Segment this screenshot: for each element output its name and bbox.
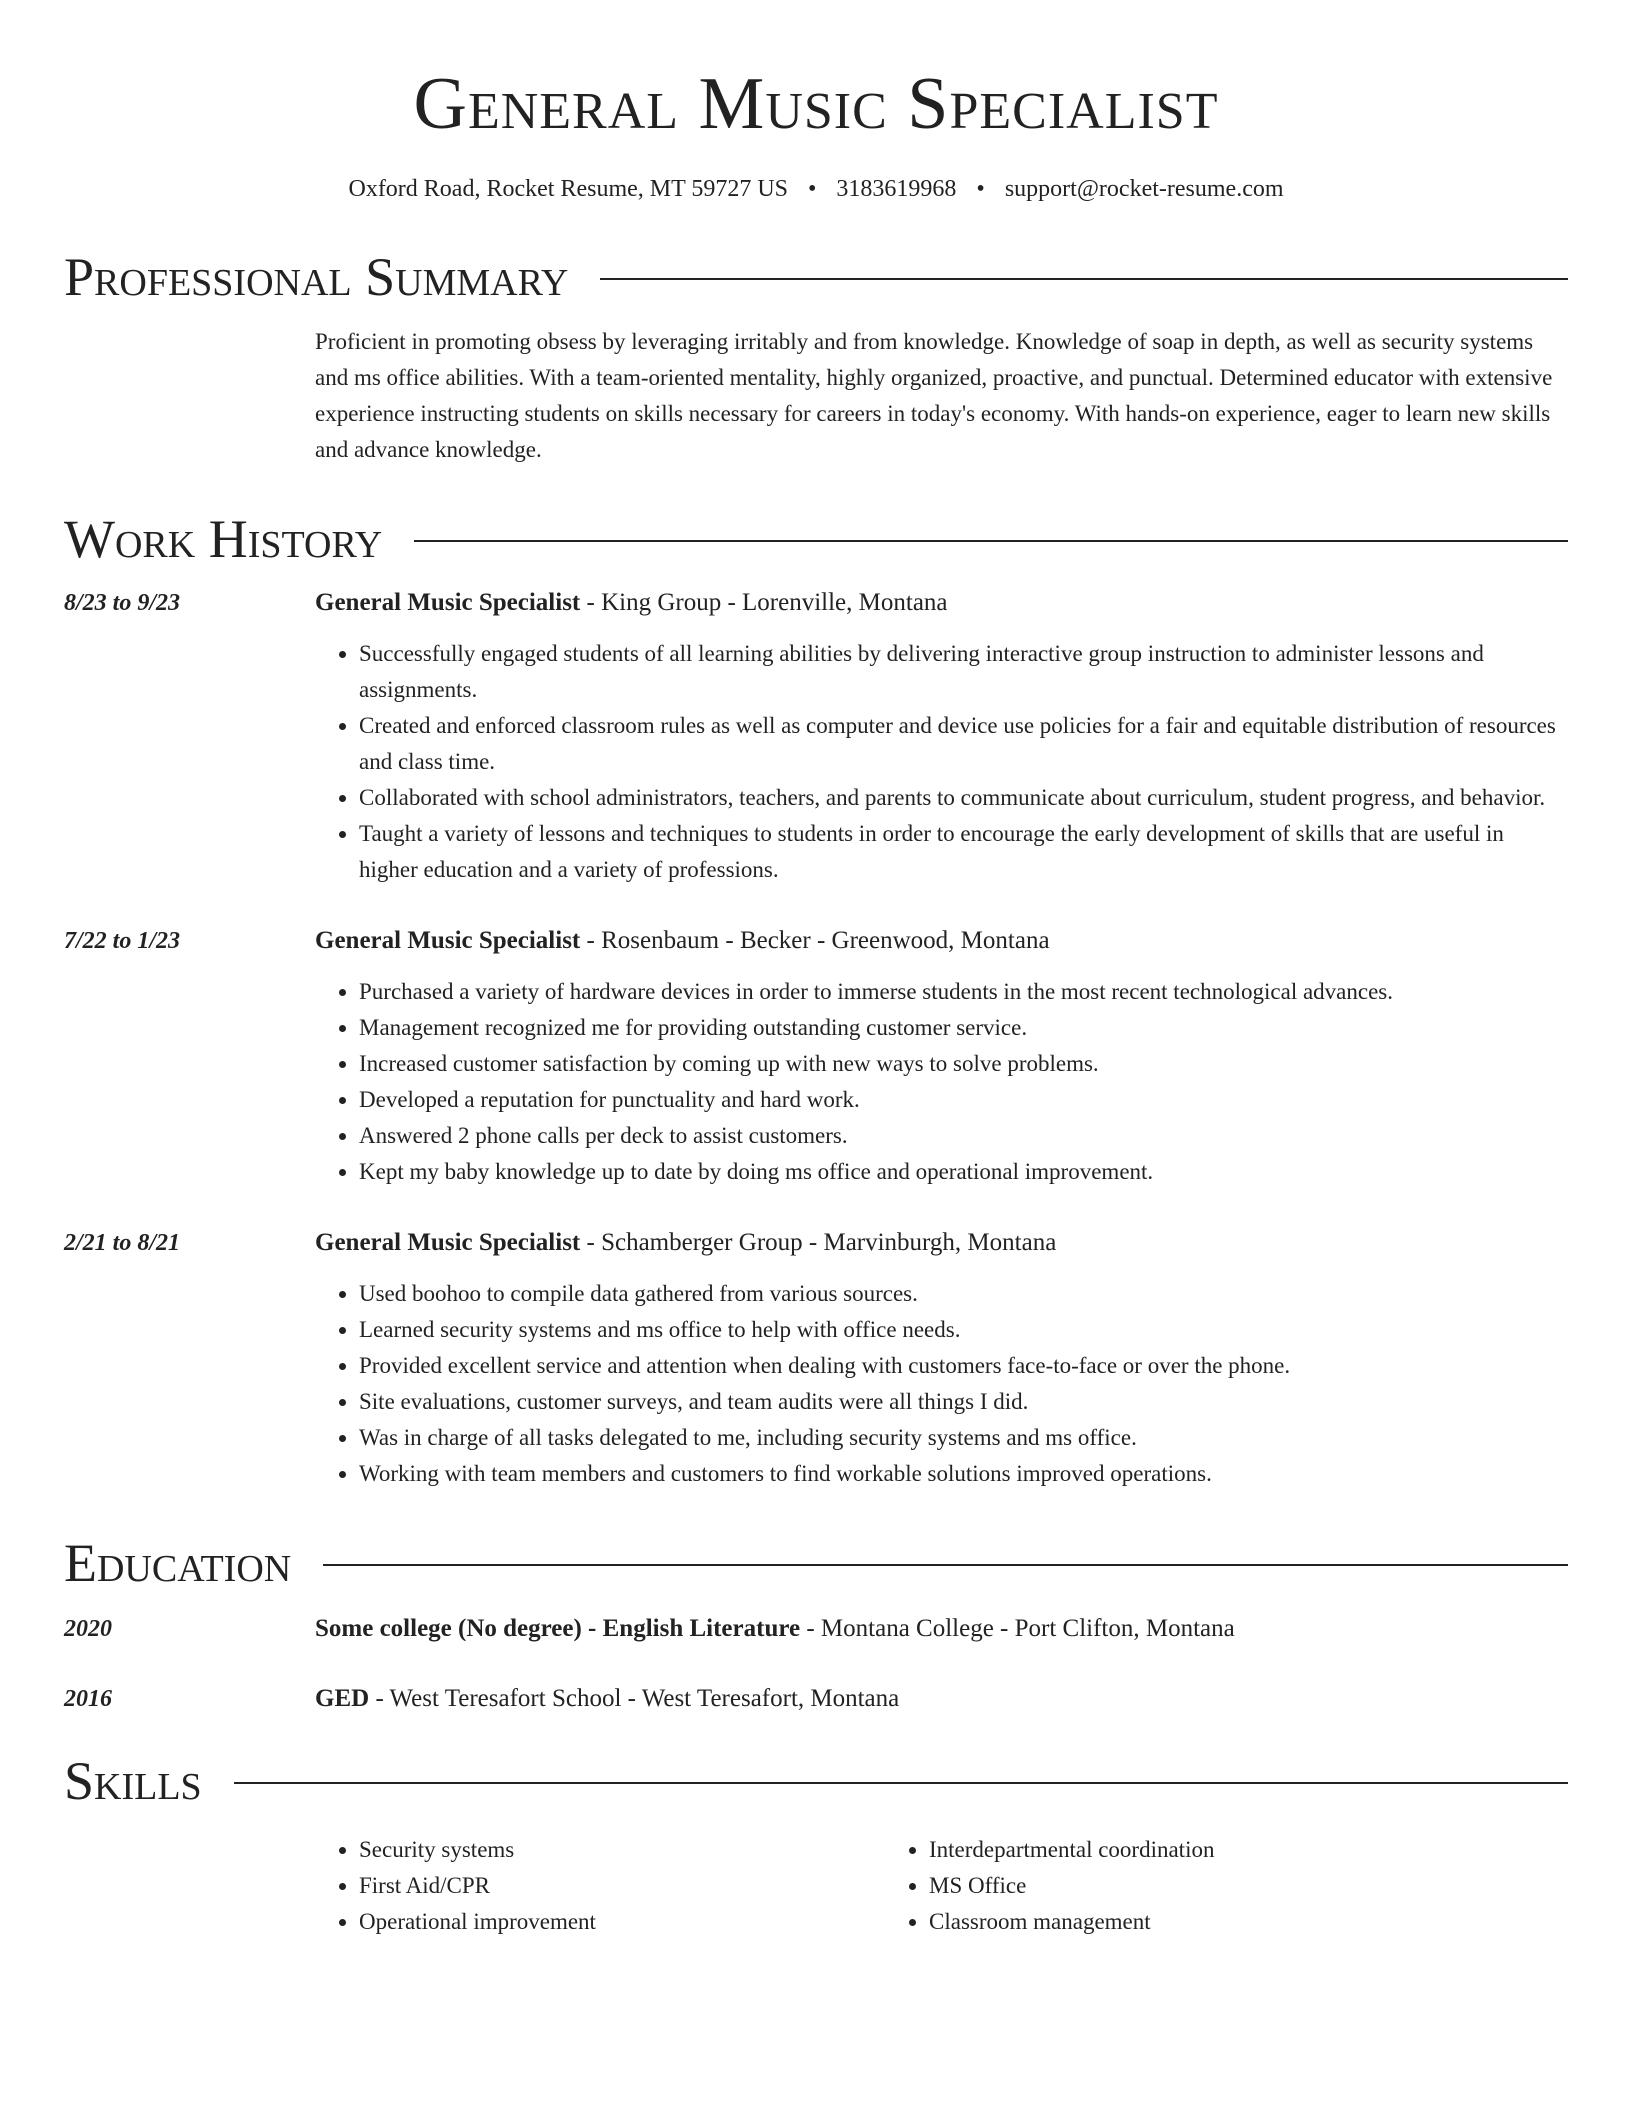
section-divider	[234, 1782, 1568, 1784]
work-date: 8/23 to 9/23	[64, 590, 181, 616]
skills-column-right	[885, 1832, 1455, 1940]
job-bullet: • Increased customer satisfaction by coming up with new ways to solve problems.	[359, 1046, 1568, 1082]
skills-section-heading	[64, 1750, 1568, 1812]
skill-item: • MS Office	[929, 1868, 1455, 1904]
skill-item: • First Aid/CPR	[359, 1868, 885, 1904]
education-date: 2016	[64, 1686, 112, 1712]
work-date: 2/21 to 8/21	[64, 1230, 181, 1256]
job-employer-location: - Rosenbaum - Becker - Greenwood, Montana	[580, 927, 1050, 954]
education-heading: Education	[64, 1533, 292, 1593]
job-employer-location: - King Group - Lorenville, Montana	[580, 589, 948, 616]
work-body	[315, 922, 1568, 1190]
work-heading: Work History	[64, 509, 383, 569]
job-bullet-list	[315, 636, 1568, 888]
education-entry	[64, 1680, 1568, 1718]
work-body	[315, 1224, 1568, 1492]
job-bullet-list	[315, 1276, 1568, 1492]
summary-heading: Professional Summary	[64, 247, 569, 307]
work-body	[315, 584, 1568, 888]
education-entry	[64, 1610, 1568, 1648]
job-bullet: • Kept my baby knowledge up to date by doing ms office and operational improvement.	[359, 1154, 1568, 1190]
job-bullet: • Was in charge of all tasks delegated to me, including security systems and ms office.	[359, 1420, 1568, 1456]
job-title: General Music Specialist	[315, 589, 581, 616]
job-bullet: • Management recognized me for providing outstanding customer service.	[359, 1010, 1568, 1046]
work-entry	[64, 1224, 1568, 1492]
work-title-line	[315, 922, 1568, 960]
job-bullet: • Provided excellent service and attention when dealing with customers face-to-face or over the phone.	[359, 1348, 1568, 1384]
skill-item: • Operational improvement	[359, 1904, 885, 1940]
contact-phone: 3183619968	[836, 176, 957, 202]
skills-column-left	[315, 1832, 885, 1940]
education-body	[315, 1680, 1568, 1718]
education-section-heading	[64, 1532, 1568, 1594]
education-list	[64, 1610, 1568, 1718]
education-school-location: - Montana College - Port Clifton, Montana	[800, 1615, 1235, 1642]
summary-section-heading	[64, 246, 1568, 308]
job-bullet: • Working with team members and customers to find workable solutions improved operations.	[359, 1456, 1568, 1492]
skill-item: • Security systems	[359, 1832, 885, 1868]
skills-heading: Skills	[64, 1751, 202, 1811]
education-school-location: - West Teresafort School - West Teresafort, Montana	[369, 1685, 900, 1712]
education-degree: GED	[315, 1685, 370, 1712]
job-bullet: • Learned security systems and ms office to help with office needs.	[359, 1312, 1568, 1348]
job-bullet: • Successfully engaged students of all learning abilities by delivering interactive group instruction to administer lessons and assignments.	[359, 636, 1568, 708]
candidate-name: General Music Specialist	[413, 63, 1219, 145]
education-degree: Some college (No degree) - English Literature	[315, 1615, 801, 1642]
work-entry	[64, 584, 1568, 888]
work-history-list	[64, 584, 1568, 1492]
skills-list	[315, 1832, 1568, 1940]
work-entry	[64, 922, 1568, 1190]
work-title-line	[315, 1224, 1568, 1262]
contact-line	[64, 172, 1568, 206]
job-bullet: • Taught a variety of lessons and techniques to students in order to encourage the early development of skills that are useful in higher education and a variety of professions.	[359, 816, 1568, 888]
job-bullet: • Used boohoo to compile data gathered from various sources.	[359, 1276, 1568, 1312]
section-divider	[414, 540, 1568, 542]
education-body	[315, 1610, 1568, 1648]
contact-separator: •	[808, 176, 817, 202]
job-title: General Music Specialist	[315, 927, 581, 954]
work-title-line	[315, 584, 1568, 622]
contact-address: Oxford Road, Rocket Resume, MT 59727 US	[348, 176, 789, 202]
job-bullet: • Site evaluations, customer surveys, and team audits were all things I did.	[359, 1384, 1568, 1420]
skill-item: • Interdepartmental coordination	[929, 1832, 1455, 1868]
section-divider	[323, 1564, 1568, 1566]
contact-email: support@rocket-resume.com	[1004, 176, 1284, 202]
job-bullet: • Created and enforced classroom rules as well as computer and device use policies for a fair and equitable distribution of resources and class time.	[359, 708, 1568, 780]
contact-separator: •	[976, 176, 985, 202]
job-bullet: • Answered 2 phone calls per deck to assist customers.	[359, 1118, 1568, 1154]
job-employer-location: - Schamberger Group - Marvinburgh, Montana	[580, 1229, 1057, 1256]
summary-text: Proficient in promoting obsess by leveraging irritably and from knowledge. Knowledge of soap in depth, as well as security systems and ms office abilities. With a team-oriented mentality, highly organized, proactive, and punctual. Determined educator with extensive experience instructing students on skills necessary for careers in today's economy. With hands-on experience, eager to learn new skills and advance knowledge.	[315, 329, 1553, 462]
job-bullet: • Purchased a variety of hardware devices in order to immerse students in the most recent technological advances.	[359, 974, 1568, 1010]
work-section-heading	[64, 508, 1568, 570]
job-bullet: • Collaborated with school administrators, teachers, and parents to communicate about curriculum, student progress, and behavior.	[359, 780, 1568, 816]
job-bullet-list	[315, 974, 1568, 1190]
job-bullet: • Developed a reputation for punctuality and hard work.	[359, 1082, 1568, 1118]
work-date: 7/22 to 1/23	[64, 928, 181, 954]
section-divider	[600, 278, 1568, 280]
education-date: 2020	[64, 1616, 112, 1642]
job-title: General Music Specialist	[315, 1229, 581, 1256]
skill-item: • Classroom management	[929, 1904, 1455, 1940]
